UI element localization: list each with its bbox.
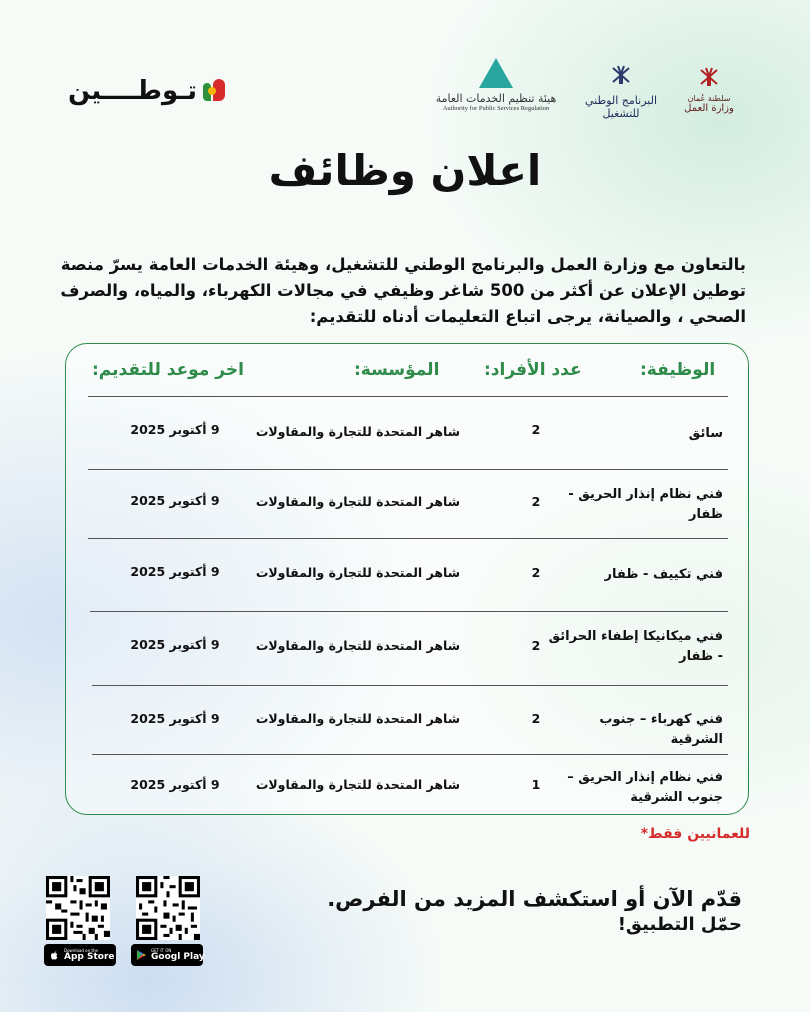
google-play-badge[interactable] <box>131 944 203 966</box>
row-3-deadline: 9 أكتوبر 2025 <box>130 564 220 579</box>
row-6-org: شاهر المتحدة للتجارة والمقاولات <box>255 777 460 792</box>
nps-logo <box>580 62 662 120</box>
cta-line-1: قدّم الآن أو استكشف المزيد من الفرص. <box>327 887 742 911</box>
row-5-count: 2 <box>531 711 541 726</box>
row-6-job: فني نظام إنذار الحريق – جنوب الشرقية <box>567 770 723 805</box>
oman-emblem-icon <box>696 64 722 90</box>
omanis-only-note: للعمانيين فقط* <box>640 826 750 842</box>
ministry-of-labour-logo <box>680 64 738 114</box>
row-6-deadline: 9 أكتوبر 2025 <box>130 777 220 792</box>
google-play-big-text: Googl Play <box>151 951 205 962</box>
row-2-deadline: 9 أكتوبر 2025 <box>130 493 220 508</box>
app-store-qr-code[interactable] <box>46 876 110 940</box>
row-1-job: سائق <box>688 426 723 441</box>
row-4-count: 2 <box>531 638 541 653</box>
tawteen-mark-icon <box>203 79 227 103</box>
cta-line-2: حمّل التطبيق! <box>617 914 742 935</box>
header-count: عدد الأفراد: <box>484 360 582 380</box>
table-divider <box>88 396 728 397</box>
table-divider <box>92 754 728 755</box>
apsr-name-ar: هيئة تنظيم الخدمات العامة <box>435 92 557 105</box>
google-play-qr-code[interactable] <box>136 876 200 940</box>
oman-emblem-icon <box>608 62 634 88</box>
app-store-small-text: Download on the <box>64 947 98 953</box>
header-org: المؤسسة: <box>354 360 440 380</box>
google-play-small-text: GET IT ON <box>151 947 172 953</box>
nps-name-line1: البرنامج الوطني <box>584 94 658 107</box>
row-5-job: فني كهرباء – جنوب الشرقية <box>599 712 723 747</box>
row-3-job: فني تكييف - ظفار <box>604 567 723 582</box>
row-2-org: شاهر المتحدة للتجارة والمقاولات <box>255 494 460 509</box>
header-job: الوظيفة: <box>640 360 716 380</box>
row-4-job: فني ميكانيكا إطفاء الحرائق - ظفار <box>548 629 723 664</box>
tawteen-logo-text: تـوطــــين <box>68 76 197 106</box>
google-play-icon <box>135 949 147 961</box>
page-title: اعلان وظائف <box>268 146 542 195</box>
app-store-big-text: App Store <box>64 951 115 962</box>
row-2-count: 2 <box>531 494 541 509</box>
app-store-badge[interactable] <box>44 944 116 966</box>
tawteen-logo <box>68 76 227 106</box>
row-5-org: شاهر المتحدة للتجارة والمقاولات <box>255 711 460 726</box>
apsr-name-en: Authority for Public Services Regulation <box>442 105 550 112</box>
intro-paragraph: بالتعاون مع وزارة العمل والبرنامج الوطني للتشغيل، وهيئة الخدمات العامة يسرّ منصة توطين الإعلان عن أكثر من 500 شاغر وظيفي في مجالات الكهرباء، والمياه، والصرف الصحي ، والصيانة، يرجى اتباع التعليمات أدناه للتقديم: <box>60 255 746 326</box>
mol-name-line1: سلطنة عُمان <box>687 94 731 103</box>
row-3-count: 2 <box>531 565 541 580</box>
table-divider <box>88 469 728 470</box>
row-1-deadline: 9 أكتوبر 2025 <box>130 422 220 437</box>
table-divider <box>92 685 728 686</box>
table-divider <box>88 538 728 539</box>
row-4-deadline: 9 أكتوبر 2025 <box>130 637 220 652</box>
table-divider <box>90 611 728 612</box>
apple-icon <box>48 949 60 961</box>
row-3-org: شاهر المتحدة للتجارة والمقاولات <box>255 565 460 580</box>
row-4-org: شاهر المتحدة للتجارة والمقاولات <box>255 638 460 653</box>
row-1-org: شاهر المتحدة للتجارة والمقاولات <box>255 424 460 439</box>
header-deadline: اخر موعد للتقديم: <box>92 360 244 380</box>
row-2-job: فني نظام إنذار الحريق - ظفار <box>568 487 723 522</box>
qr-code-icon <box>136 876 200 940</box>
mol-name-line2: وزارة العمل <box>684 103 734 114</box>
qr-code-icon <box>46 876 110 940</box>
nps-name-line2: للتشغيل <box>602 107 640 120</box>
apsr-logo <box>428 58 564 112</box>
row-1-count: 2 <box>531 422 541 437</box>
row-5-deadline: 9 أكتوبر 2025 <box>130 711 220 726</box>
row-6-count: 1 <box>531 777 541 792</box>
apsr-triangle-icon <box>479 58 513 88</box>
